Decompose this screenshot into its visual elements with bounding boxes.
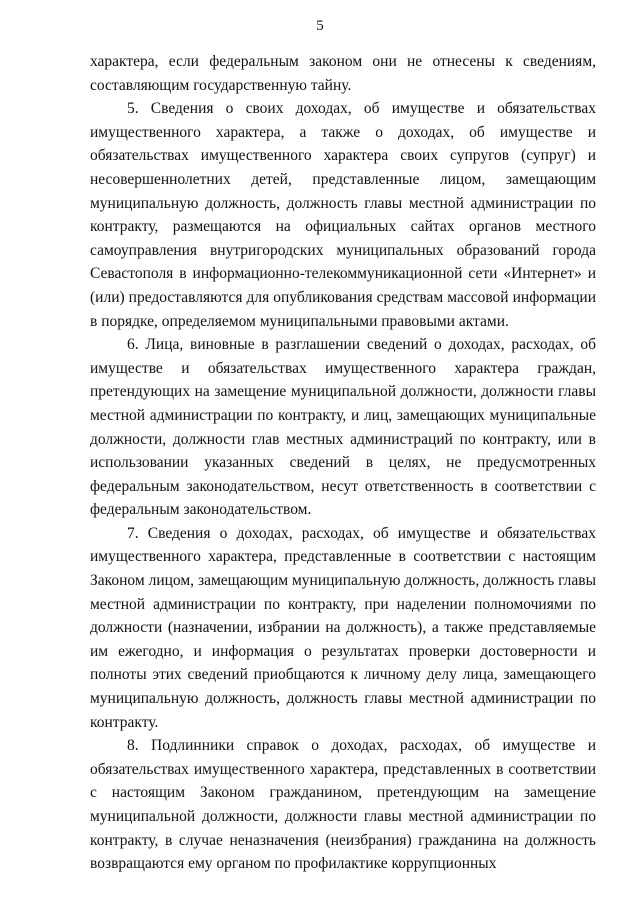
paragraph-8: 8. Подлинники справок о доходах, расходах, об имуществе и обязательствах имущественного характера, представленных в соответствии с настоящим Законом гражданином, претендующим на замещение муниципальной должности, должности главы местной администрации по контракту, в случае неназначения (неизбрания) гражданина на должность возвращаются ему органом по профилактике коррупционных [90,737,596,873]
document-body [90,50,596,876]
paragraph-7: 7. Сведения о доходах, расходах, об имуществе и обязательствах имущественного характера, представленные в соответствии с настоящим Законом лицом, замещающим муниципальную должность, должность главы местной администрации по контракту, при наделении полномочиями по должности (назначении, избрании на должность), а также представляемые им ежегодно, и информация о результатах проверки достоверности и полноты этих сведений приобщаются к личному делу лица, замещающего муниципальную должность, должность главы местной администрации по контракту. [90,524,596,731]
paragraph-6: 6. Лица, виновные в разглашении сведений о доходах, расходах, об имуществе и обязательствах имущественного характера граждан, претендующих на замещение муниципальной должности, должности главы местной администрации по контракту, и лиц, замещающих муниципальные должности, должности глав местных администраций по контракту, или в использовании указанных сведений в целях, не предусмотренных федеральным законодательством, несут ответственность в соответствии с федеральным законодательством. [90,336,596,519]
paragraph-continuation: характера, если федеральным законом они не отнесены к сведениям, составляющим государственную тайну. [90,53,596,94]
page-number: 5 [316,18,324,34]
paragraph-5: 5. Сведения о своих доходах, об имуществе и обязательствах имущественного характера, а также о доходах, об имуществе и обязательствах имущественного характера своих супругов (супруг) и несовершеннолетних детей, представленные лицом, замещающим муниципальную должность, должность главы местной администрации по контракту, размещаются на официальных сайтах органов местного самоуправления внутригородских муниципальных образований города Севастополя в информационно-телекоммуникационной сети «Интернет» и (или) предоставляются для опубликования средствам массовой информации в порядке, определяемом муниципальными правовыми актами. [90,100,596,330]
